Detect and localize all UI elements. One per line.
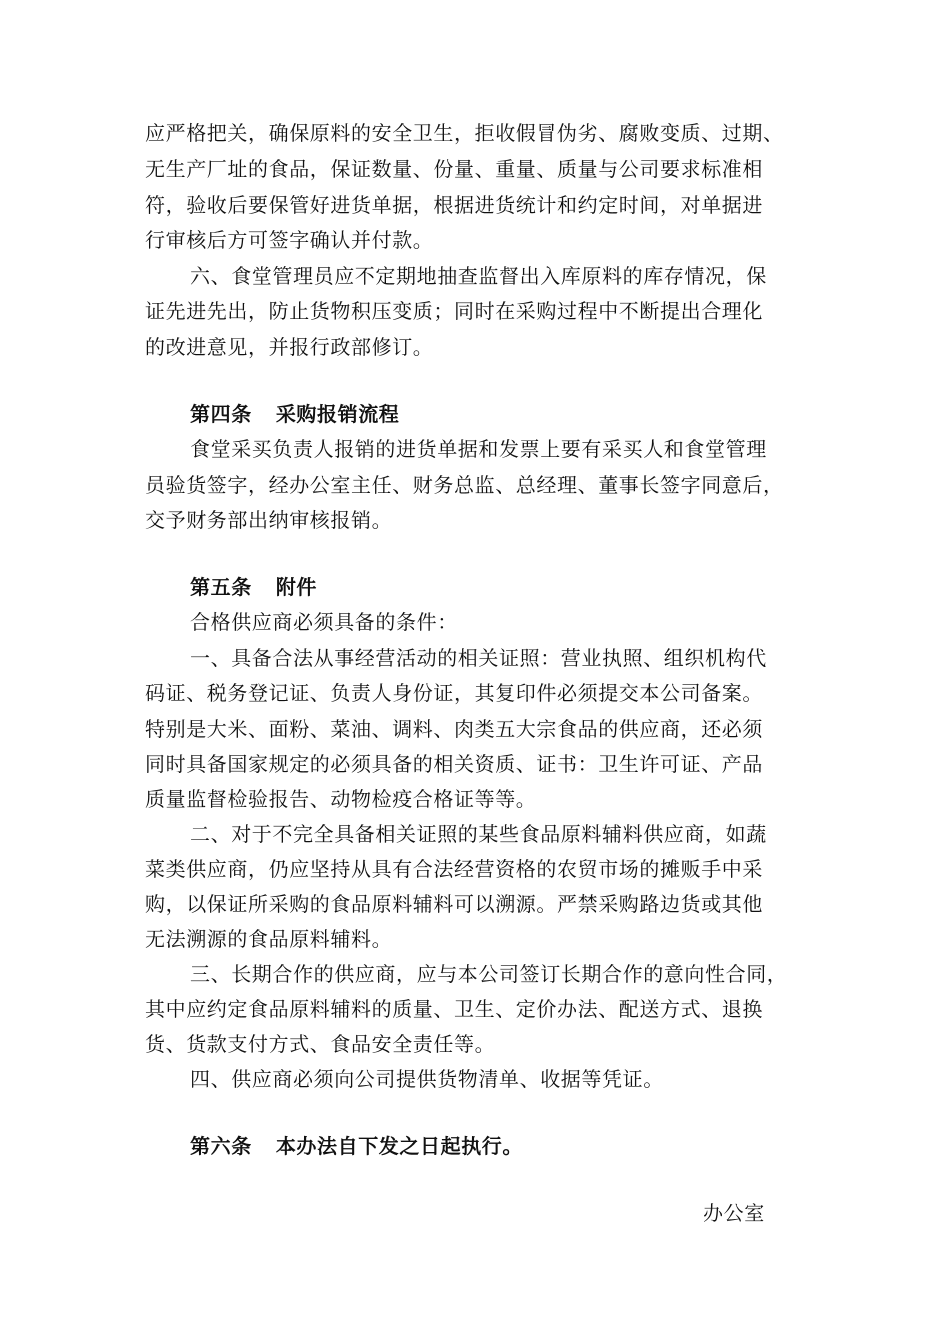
item-six-line-1: 六、食堂管理员应不定期地抽查监督出入库原料的库存情况，保 [190, 264, 767, 288]
article4-line-3: 交予财务部出纳审核报销。 [145, 508, 393, 532]
article4-title: 采购报销流程 [275, 402, 400, 426]
item-six-line-3: 的改进意见，并报行政部修订。 [145, 335, 434, 359]
article5-item1-line-1: 一、具备合法从事经营活动的相关证照：营业执照、组织机构代 [190, 646, 767, 670]
article4-heading [190, 401, 399, 427]
item-six-line-2: 证先进先出，防止货物积压变质；同时在采购过程中不断提出合理化 [145, 299, 763, 323]
signature-office: 办公室 [703, 1201, 765, 1225]
intro-line-3: 符，验收后要保管好进货单据，根据进货统计和约定时间，对单据进 [145, 193, 763, 217]
article5-item3-line-2: 其中应约定食品原料辅料的质量、卫生、定价办法、配送方式、退换 [145, 997, 763, 1021]
article5-item2-line-1: 二、对于不完全具备相关证照的某些食品原料辅料供应商，如蔬 [190, 822, 767, 846]
article4-line-1: 食堂采买负责人报销的进货单据和发票上要有采买人和食堂管理 [190, 437, 767, 461]
article5-heading [190, 574, 317, 600]
intro-line-4: 行审核后方可签字确认并付款。 [145, 228, 434, 252]
article5-item3-line-3: 货、货款支付方式、食品安全责任等。 [145, 1032, 496, 1056]
article5-number: 第五条 [190, 575, 252, 599]
article5-item2-line-4: 无法溯源的食品原料辅料。 [145, 927, 393, 951]
article5-item2-line-2: 菜类供应商，仍应坚持从具有合法经营资格的农贸市场的摊贩手中采 [145, 857, 763, 881]
intro-line-1: 应严格把关，确保原料的安全卫生，拒收假冒伪劣、腐败变质、过期、 [145, 121, 784, 145]
article4-line-2: 员验货签字，经办公室主任、财务总监、总经理、董事长签字同意后， [145, 473, 784, 497]
article6-title: 本办法自下发之日起执行。 [275, 1134, 524, 1158]
article5-item4: 四、供应商必须向公司提供货物清单、收据等凭证。 [190, 1067, 664, 1091]
article5-item1-line-5: 质量监督检验报告、动物检疫合格证等等。 [145, 787, 537, 811]
article5-item2-line-3: 购，以保证所采购的食品原料辅料可以溯源。严禁采购路边货或其他 [145, 892, 763, 916]
article5-title: 附件 [275, 575, 318, 599]
article5-item1-line-3: 特别是大米、面粉、菜油、调料、肉类五大宗食品的供应商，还必须 [145, 717, 763, 741]
article5-item1-line-2: 码证、税务登记证、负责人身份证，其复印件必须提交本公司备案。 [145, 681, 763, 705]
article4-number: 第四条 [190, 402, 252, 426]
article5-lead: 合格供应商必须具备的条件： [190, 610, 458, 634]
article5-item1-line-4: 同时具备国家规定的必须具备的相关资质、证书：卫生许可证、产品 [145, 752, 763, 776]
article5-item3-line-1: 三、长期合作的供应商，应与本公司签订长期合作的意向性合同， [190, 962, 788, 986]
intro-line-2: 无生产厂址的食品，保证数量、份量、重量、质量与公司要求标准相 [145, 157, 763, 181]
article6-number: 第六条 [190, 1134, 252, 1158]
article6-heading [190, 1133, 523, 1159]
